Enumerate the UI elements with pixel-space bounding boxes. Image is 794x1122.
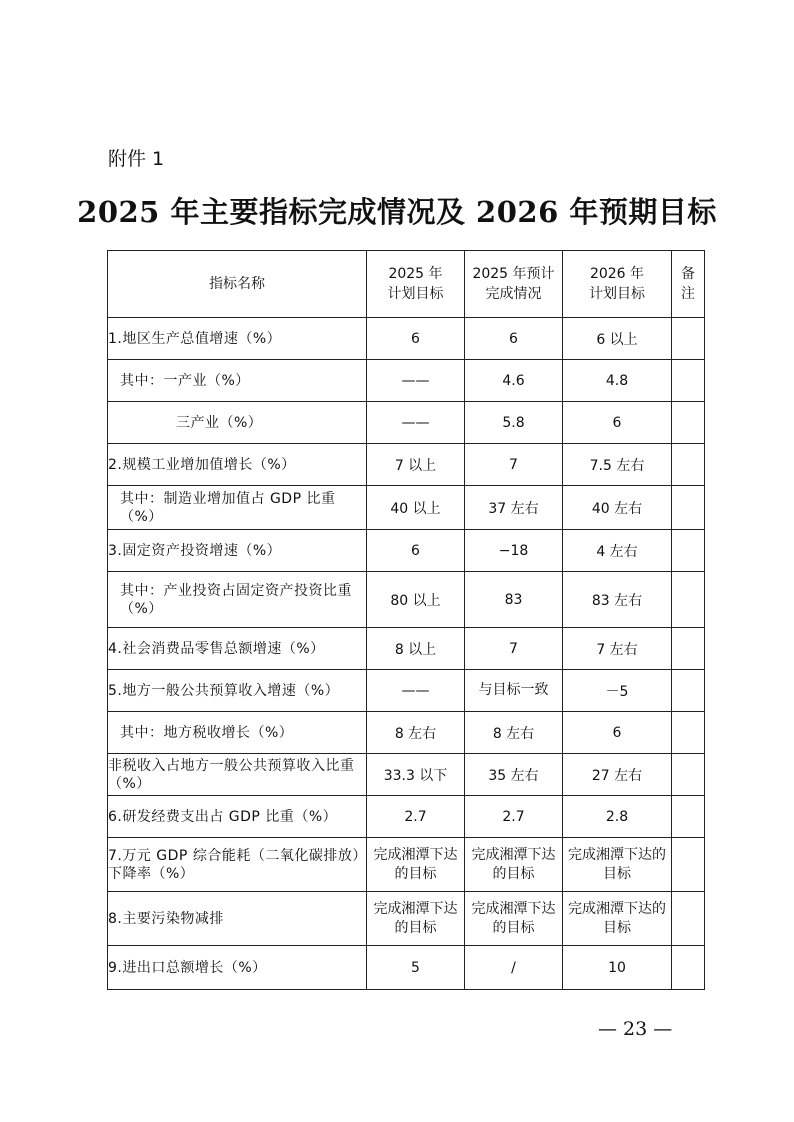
row-remark <box>672 318 705 360</box>
header-remark: 备 注 <box>672 251 705 318</box>
row-remark <box>672 796 705 838</box>
header-target-2026: 2026 年 计划目标 <box>563 251 672 318</box>
row-plan: —— <box>367 360 465 402</box>
row-name: 4.社会消费品零售总额增速（%） <box>108 628 367 670</box>
row-name: 其中：制造业增加值占 GDP 比重（%） <box>108 486 367 530</box>
row-remark <box>672 712 705 754</box>
header-plan-2025: 2025 年 计划目标 <box>367 251 465 318</box>
row-est: 5.8 <box>465 402 563 444</box>
row-remark <box>672 628 705 670</box>
row-est: 7 <box>465 628 563 670</box>
table-row <box>108 402 705 444</box>
table-row <box>108 754 705 796</box>
row-name: 6.研发经费支出占 GDP 比重（%） <box>108 796 367 838</box>
row-target: 10 <box>563 946 672 990</box>
annex-label: 附件 1 <box>108 148 165 170</box>
row-plan: —— <box>367 670 465 712</box>
row-name: 5.地方一般公共预算收入增速（%） <box>108 670 367 712</box>
row-est: 2.7 <box>465 796 563 838</box>
row-target: 83 左右 <box>563 572 672 628</box>
table-row <box>108 838 705 892</box>
row-est: 完成湘潭下达的目标 <box>465 838 563 892</box>
row-name: 8.主要污染物减排 <box>108 892 367 946</box>
row-remark <box>672 838 705 892</box>
table-row <box>108 530 705 572</box>
row-name: 2.规模工业增加值增长（%） <box>108 444 367 486</box>
table-row <box>108 796 705 838</box>
row-remark <box>672 444 705 486</box>
row-est: −18 <box>465 530 563 572</box>
row-name: 3.固定资产投资增速（%） <box>108 530 367 572</box>
row-plan: —— <box>367 402 465 444</box>
row-target: 2.8 <box>563 796 672 838</box>
row-target: －5 <box>563 670 672 712</box>
row-est: 完成湘潭下达的目标 <box>465 892 563 946</box>
row-est: 83 <box>465 572 563 628</box>
row-plan: 6 <box>367 318 465 360</box>
table-row <box>108 572 705 628</box>
row-target: 完成湘潭下达的目标 <box>563 838 672 892</box>
table-row <box>108 486 705 530</box>
row-target: 完成湘潭下达的目标 <box>563 892 672 946</box>
row-remark <box>672 486 705 530</box>
header-est-2025: 2025 年预计 完成情况 <box>465 251 563 318</box>
table-row <box>108 892 705 946</box>
header-row <box>108 251 705 318</box>
row-target: 7 左右 <box>563 628 672 670</box>
row-remark <box>672 754 705 796</box>
table-row <box>108 318 705 360</box>
row-est: 8 左右 <box>465 712 563 754</box>
row-plan: 8 左右 <box>367 712 465 754</box>
row-name: 9.进出口总额增长（%） <box>108 946 367 990</box>
row-remark <box>672 530 705 572</box>
row-est: 4.6 <box>465 360 563 402</box>
row-plan: 2.7 <box>367 796 465 838</box>
row-est: 与目标一致 <box>465 670 563 712</box>
row-plan: 80 以上 <box>367 572 465 628</box>
table-row <box>108 712 705 754</box>
header-name: 指标名称 <box>108 251 367 318</box>
row-target: 40 左右 <box>563 486 672 530</box>
row-est: 35 左右 <box>465 754 563 796</box>
row-name: 非税收入占地方一般公共预算收入比重（%） <box>108 754 367 796</box>
row-target: 6 以上 <box>563 318 672 360</box>
table-row <box>108 670 705 712</box>
row-remark <box>672 670 705 712</box>
page-title: 2025 年主要指标完成情况及 2026 年预期目标 <box>77 195 717 229</box>
row-target: 27 左右 <box>563 754 672 796</box>
row-target: 4.8 <box>563 360 672 402</box>
row-est: 6 <box>465 318 563 360</box>
row-est: 7 <box>465 444 563 486</box>
row-target: 6 <box>563 402 672 444</box>
row-plan: 7 以上 <box>367 444 465 486</box>
table-row <box>108 444 705 486</box>
row-name: 其中：一产业（%） <box>108 360 367 402</box>
row-target: 6 <box>563 712 672 754</box>
row-plan: 33.3 以下 <box>367 754 465 796</box>
row-remark <box>672 572 705 628</box>
table-row <box>108 360 705 402</box>
row-remark <box>672 360 705 402</box>
row-plan: 完成湘潭下达的目标 <box>367 838 465 892</box>
page-number: — 23 — <box>598 1018 673 1040</box>
row-plan: 5 <box>367 946 465 990</box>
row-est: 37 左右 <box>465 486 563 530</box>
row-est: / <box>465 946 563 990</box>
row-plan: 8 以上 <box>367 628 465 670</box>
table-row <box>108 946 705 990</box>
row-plan: 完成湘潭下达的目标 <box>367 892 465 946</box>
row-plan: 40 以上 <box>367 486 465 530</box>
row-plan: 6 <box>367 530 465 572</box>
row-name: 三产业（%） <box>108 402 367 444</box>
table-row <box>108 628 705 670</box>
row-name: 其中：产业投资占固定资产投资比重（%） <box>108 572 367 628</box>
row-target: 7.5 左右 <box>563 444 672 486</box>
row-remark <box>672 402 705 444</box>
row-remark <box>672 892 705 946</box>
row-name: 其中：地方税收增长（%） <box>108 712 367 754</box>
indicator-table <box>107 250 705 990</box>
row-target: 4 左右 <box>563 530 672 572</box>
row-name: 1.地区生产总值增速（%） <box>108 318 367 360</box>
row-name: 7.万元 GDP 综合能耗（二氧化碳排放）下降率（%） <box>108 838 367 892</box>
row-remark <box>672 946 705 990</box>
